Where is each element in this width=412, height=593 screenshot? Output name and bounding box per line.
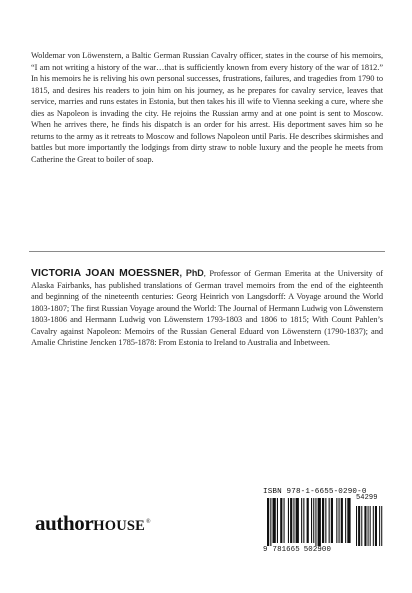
barcode-price-code: 54299 xyxy=(356,494,378,502)
registered-mark: ® xyxy=(146,519,151,525)
isbn-label: ISBN 978-1-6655-0290-0 xyxy=(263,488,367,496)
book-description: Woldemar von Löwenstern, a Baltic German Russian Cavalry officer, states in the course of his memoirs, “I am not writing a history of the war…that is sufficiently known from every history of the war of 1812.” In his memoirs he is reliving his own personal successes, frustrations, failures, and tragedies from 1790 to 1815, and desires his readers to join him on his journey, as he prepares for cavalry service, leaves that service, marries and runs estates in Estonia, but then takes his ill wife to Vienna seeking a cure, where she dies as Napoleon is invading the city. He rejoins the Russian army and at one point is sent to Moscow. When he arrives there, he finds his dispatch is an order for his arrest. His deportment saves him so he returns to the army as it retreats to Moscow and follows Napoleon until Paris. He describes skirmishes and battles but more importantly the lodgings from dirty straw to noble luxury and the people he meets from Catherine the Great to boiler of soap. xyxy=(31,51,383,164)
barcode-right-digits: 502900 xyxy=(303,546,331,554)
author-name: VICTORIA JOAN MOESSNER xyxy=(31,268,180,279)
barcode-left-digits: 781665 xyxy=(272,546,300,554)
publisher-logo-house: HOUSE xyxy=(93,518,146,534)
author-bio-text: , Professor of German Emerita at the University of Alaska Fairbanks, has published translations of German travel memoirs from the end of the eighteenth and beginning of the nineteenth centuries: Georg Heinrich von Langsdorff: A Voyage around the World 1803-1807; The first Russian Voyage around the World: The Journal of Hermann Ludwig von Löwenstern 1803-1806 and Hermann Ludwig von Löwenstern 1793-1803 and 1806 to 1815; With Count Pahlen’s Cavalry against Napoleon: Memoirs of the Russian General Eduard von Löwenstern (1790-1837); and Amalie Christine Jencken 1785-1878: From Estonia to Ireland to Australia and Inbetween. xyxy=(31,269,383,348)
barcode-digits xyxy=(263,494,384,555)
barcode-lead-digit: 9 xyxy=(263,546,268,554)
author-degree: , PhD xyxy=(179,268,204,278)
publisher-logo xyxy=(35,512,151,534)
isbn-barcode xyxy=(263,488,384,560)
publisher-logo-author: author xyxy=(35,511,94,535)
barcode-bars xyxy=(263,498,384,546)
section-divider xyxy=(29,251,385,252)
author-bio xyxy=(31,268,383,349)
